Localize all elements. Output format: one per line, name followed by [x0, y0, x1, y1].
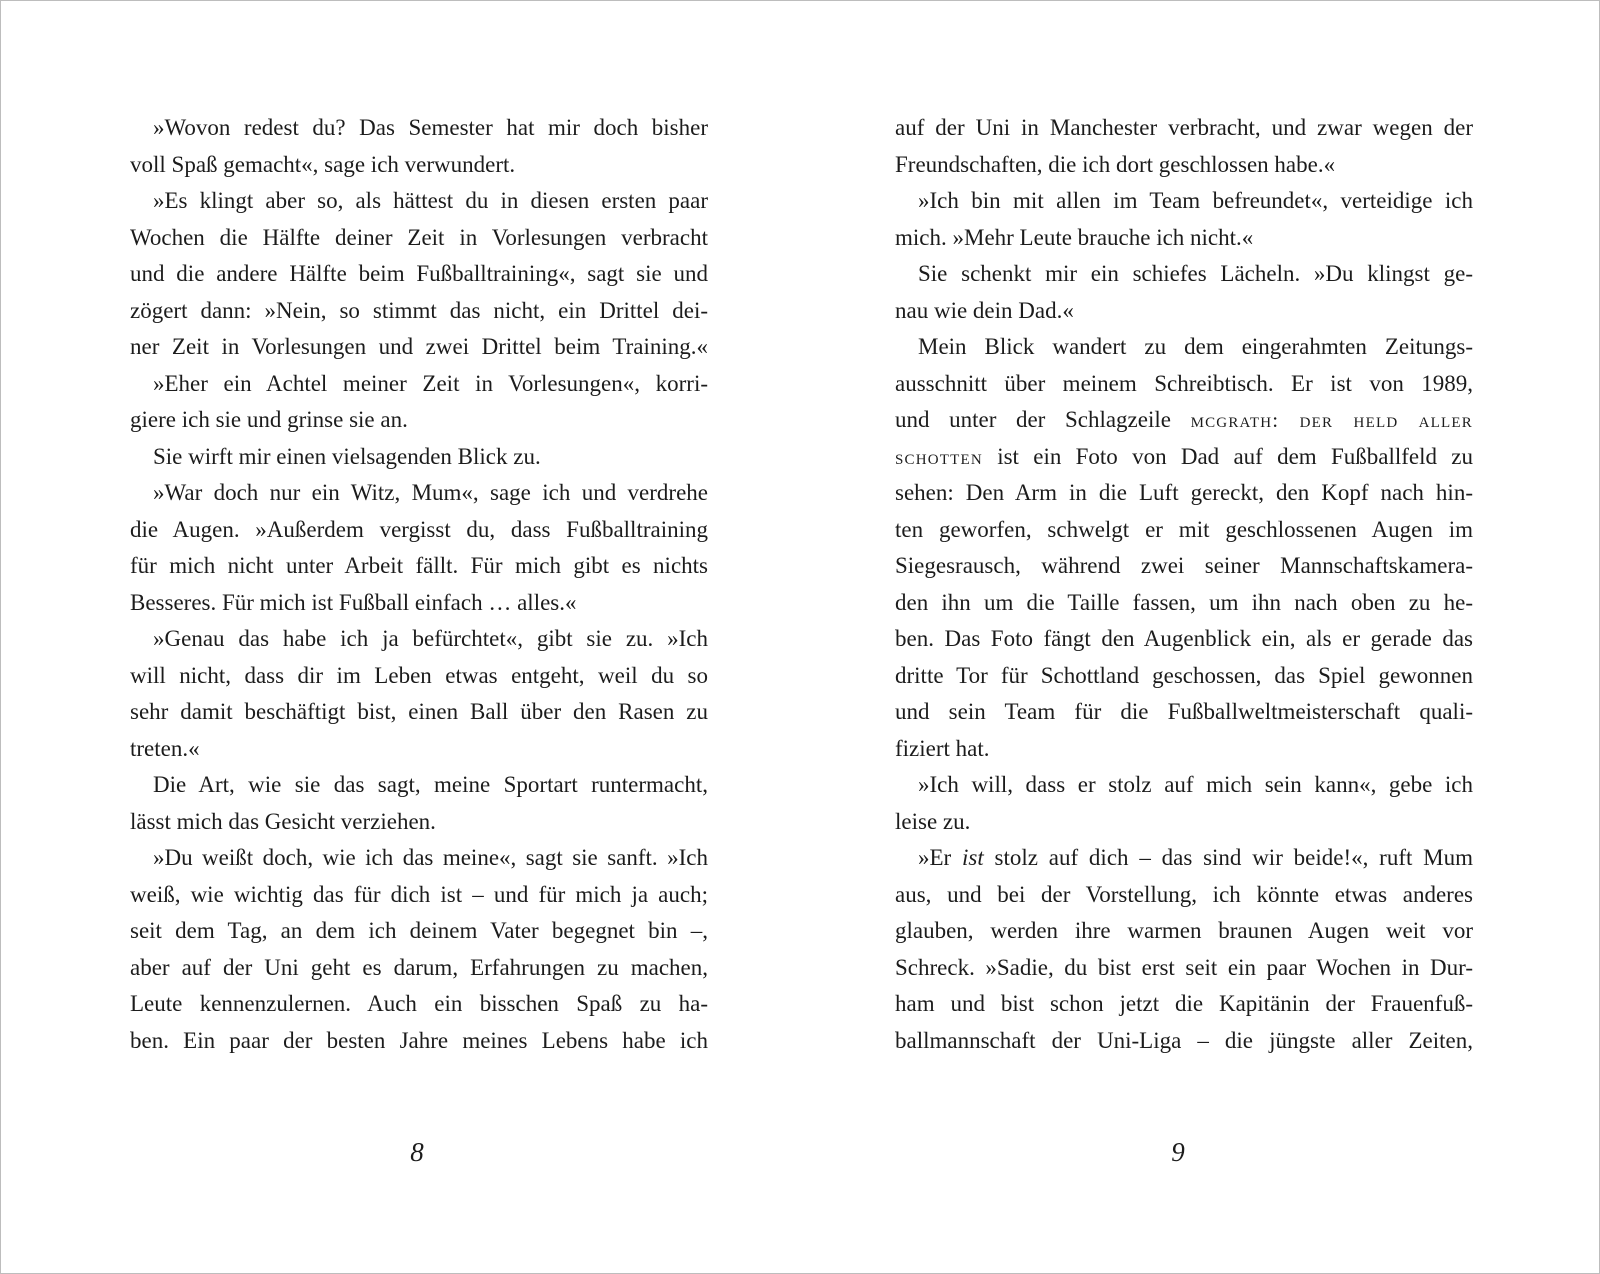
text-line: ballmannschaft der Uni-Liga – die jüngste aller Zeiten,: [895, 1027, 1473, 1053]
text-line: Wochen die Hälfte deiner Zeit in Vorlesungen verbracht: [130, 224, 708, 250]
headline-smallcaps: schotten: [895, 444, 983, 469]
text-line: ham und bist schon jetzt die Kapitänin der Frauenfuß-: [895, 991, 1473, 1016]
text-line: Leute kennenzulernen. Auch ein bisschen Spaß zu ha-: [130, 991, 708, 1016]
text-line: sehen: Den Arm in die Luft gereckt, den Kopf nach hin-: [895, 480, 1473, 505]
text-line: Sie schenkt mir ein schiefes Lächeln. »Du klingst ge-: [918, 261, 1473, 286]
text-line: ben. Das Foto fängt den Augenblick ein, als er gerade das: [895, 626, 1473, 651]
text-line: [895, 439, 1473, 476]
text-line: [895, 402, 1473, 439]
text-fragment: ist ein Foto von Dad auf dem Fußballfeld zu: [997, 443, 1473, 469]
right-page-text: [895, 110, 1473, 1059]
text-line: treten.«: [130, 735, 200, 761]
text-line: weiß, wie wichtig das für dich ist – und für mich ja auch;: [130, 881, 708, 907]
text-line: dritte Tor für Schottland geschossen, das Spiel gewonnen: [895, 662, 1473, 688]
text-line: »Ich will, dass er stolz auf mich sein kann«, gebe ich: [918, 772, 1473, 797]
text-line: »Du weißt doch, wie ich das meine«, sagt sie sanft. »Ich: [153, 845, 708, 870]
text-line: lässt mich das Gesicht verziehen.: [130, 808, 436, 834]
text-line: »Genau das habe ich ja befürchtet«, gibt sie zu. »Ich: [153, 626, 708, 651]
text-line: glauben, werden ihre warmen braunen Augen weit vor: [895, 918, 1473, 943]
text-line: die Augen. »Außerdem vergisst du, dass Fußballtraining: [130, 516, 708, 542]
text-line: giere ich sie und grinse sie an.: [130, 407, 408, 432]
headline-smallcaps: mcgrath: der held aller: [1190, 408, 1473, 432]
text-line: nau wie dein Dad.«: [895, 297, 1074, 323]
text-line: ausschnitt über meinem Schreibtisch. Er ist von 1989,: [895, 370, 1473, 396]
text-line: »Ich bin mit allen im Team befreundet«, verteidige ich: [918, 188, 1473, 213]
text-line: und sein Team für die Fußballweltmeisterschaft quali-: [895, 699, 1473, 724]
text-line: Siegesrausch, während zwei seiner Mannschaftskamera-: [895, 553, 1473, 578]
text-fragment: stolz auf dich – das sind wir beide!«, ruft Mum: [994, 845, 1473, 870]
text-line: Die Art, wie sie das sagt, meine Sportart runtermacht,: [153, 772, 708, 797]
text-line: ten geworfen, schwelgt er mit geschlossenen Augen im: [895, 516, 1473, 542]
text-line: will nicht, dass dir im Leben etwas entgeht, weil du so: [130, 662, 708, 688]
text-line: »War doch nur ein Witz, Mum«, sage ich und verdrehe: [153, 480, 708, 505]
text-line: sehr damit beschäftigt bist, einen Ball über den Rasen zu: [130, 699, 708, 724]
text-line: voll Spaß gemacht«, sage ich verwundert.: [130, 151, 516, 177]
text-line: »Es klingt aber so, als hättest du in diesen ersten paar: [153, 188, 708, 213]
text-line: Besseres. Für mich ist Fußball einfach … alles.«: [130, 589, 577, 615]
text-line: ben. Ein paar der besten Jahre meines Lebens habe ich: [130, 1027, 708, 1053]
text-line: aus, und bei der Vorstellung, ich könnte etwas anderes: [895, 881, 1473, 907]
text-line: »Wovon redest du? Das Semester hat mir doch bisher: [153, 115, 708, 140]
text-line: Freundschaften, die ich dort geschlossen habe.«: [895, 151, 1336, 177]
text-line: Mein Blick wandert zu dem eingerahmten Zeitungs-: [918, 334, 1473, 359]
emphasis-text: ist: [962, 845, 984, 870]
text-line: zögert dann: »Nein, so stimmt das nicht, ein Drittel dei-: [130, 297, 708, 323]
text-fragment: und unter der Schlagzeile: [895, 407, 1171, 432]
text-line: seit dem Tag, an dem ich deinem Vater begegnet bin –,: [130, 918, 708, 943]
text-line: »Eher ein Achtel meiner Zeit in Vorlesungen«, korri-: [153, 370, 708, 396]
text-fragment: »Er: [918, 845, 952, 870]
text-line: ner Zeit in Vorlesungen und zwei Drittel beim Training.«: [130, 334, 708, 359]
text-line: Schreck. »Sadie, du bist erst seit ein paar Wochen in Dur-: [895, 954, 1473, 980]
text-line: [895, 840, 1473, 877]
text-line: für mich nicht unter Arbeit fällt. Für mich gibt es nichts: [130, 553, 708, 578]
text-line: den ihn um die Taille fassen, um ihn nach oben zu he-: [895, 589, 1473, 615]
page-number-right: 9: [1171, 1137, 1185, 1167]
text-line: Sie wirft mir einen vielsagenden Blick zu.: [153, 443, 541, 469]
text-line: aber auf der Uni geht es darum, Erfahrungen zu machen,: [130, 954, 708, 980]
text-line: mich. »Mehr Leute brauche ich nicht.«: [895, 224, 1254, 250]
text-line: fiziert hat.: [895, 735, 990, 761]
text-line: und die andere Hälfte beim Fußballtraining«, sagt sie und: [130, 261, 708, 286]
text-line: auf der Uni in Manchester verbracht, und zwar wegen der: [895, 115, 1473, 140]
page-number-left: 8: [410, 1137, 424, 1167]
left-page-text: [130, 110, 708, 1059]
text-line: leise zu.: [895, 808, 971, 834]
